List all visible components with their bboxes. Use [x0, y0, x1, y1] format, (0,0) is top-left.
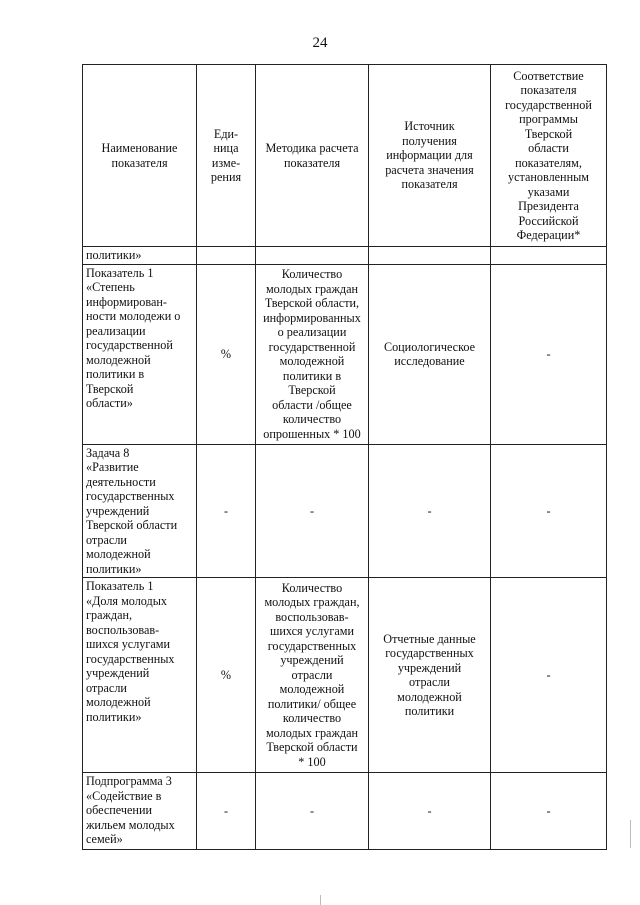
- cell-unit: -: [197, 444, 256, 578]
- cell-information-source: Отчетные данные государственных учреждений отрасли молодежной политики: [369, 578, 491, 773]
- scan-edge-mark: [630, 820, 631, 848]
- cell-information-source: -: [369, 773, 491, 850]
- cell-decree-match: -: [491, 773, 607, 850]
- cell-calculation-method: -: [256, 773, 369, 850]
- header-presidential-decree-match: Соответствие показателя государственной программы Тверской области показателям, установленным указами Президента Российской Федерации*: [491, 65, 607, 247]
- cell-information-source: -: [369, 444, 491, 578]
- cell-calculation-method: [256, 247, 369, 265]
- cell-unit: [197, 247, 256, 265]
- page-number: 24: [312, 35, 328, 51]
- cell-indicator-name: Показатель 1 «Доля молодых граждан, воспользовав- шихся услугами государственных учреждений отрасли молодежной политики»: [83, 578, 197, 773]
- cell-decree-match: -: [491, 444, 607, 578]
- indicators-table: [82, 64, 607, 850]
- cell-calculation-method: Количество молодых граждан Тверской области, информированных о реализации государственной молодежной политики в Тверской области /общее количество опрошенных * 100: [256, 264, 369, 444]
- cell-decree-match: -: [491, 578, 607, 773]
- cell-decree-match: [491, 247, 607, 265]
- cell-calculation-method: -: [256, 444, 369, 578]
- table-row: [83, 773, 607, 850]
- cell-indicator-name: политики»: [83, 247, 197, 265]
- header-unit: Еди- ница изме- рения: [197, 65, 256, 247]
- cell-calculation-method: Количество молодых граждан, воспользовав- шихся услугами государственных учреждений отрасли молодежной политики/ общее количество молодых граждан Тверской области * 100: [256, 578, 369, 773]
- cell-information-source: Социологическое исследование: [369, 264, 491, 444]
- table-row: [83, 578, 607, 773]
- header-indicator-name: Наименование показателя: [83, 65, 197, 247]
- cell-indicator-name: Подпрограмма 3 «Содействие в обеспечении жильем молодых семей»: [83, 773, 197, 850]
- cell-indicator-name: Задача 8 «Развитие деятельности государственных учреждений Тверской области отрасли молодежной политики»: [83, 444, 197, 578]
- cell-unit: %: [197, 578, 256, 773]
- cell-decree-match: -: [491, 264, 607, 444]
- scan-bottom-mark: [320, 895, 321, 905]
- table-header-row: [83, 65, 607, 247]
- table-row: [83, 444, 607, 578]
- header-information-source: Источник получения информации для расчета значения показателя: [369, 65, 491, 247]
- table-row: [83, 264, 607, 444]
- header-calculation-method: Методика расчета показателя: [256, 65, 369, 247]
- cell-unit: -: [197, 773, 256, 850]
- cell-information-source: [369, 247, 491, 265]
- cell-unit: %: [197, 264, 256, 444]
- table-row: [83, 247, 607, 265]
- cell-indicator-name: Показатель 1 «Степень информирован- ности молодежи о реализации государственной молодежной политики в Тверской области»: [83, 264, 197, 444]
